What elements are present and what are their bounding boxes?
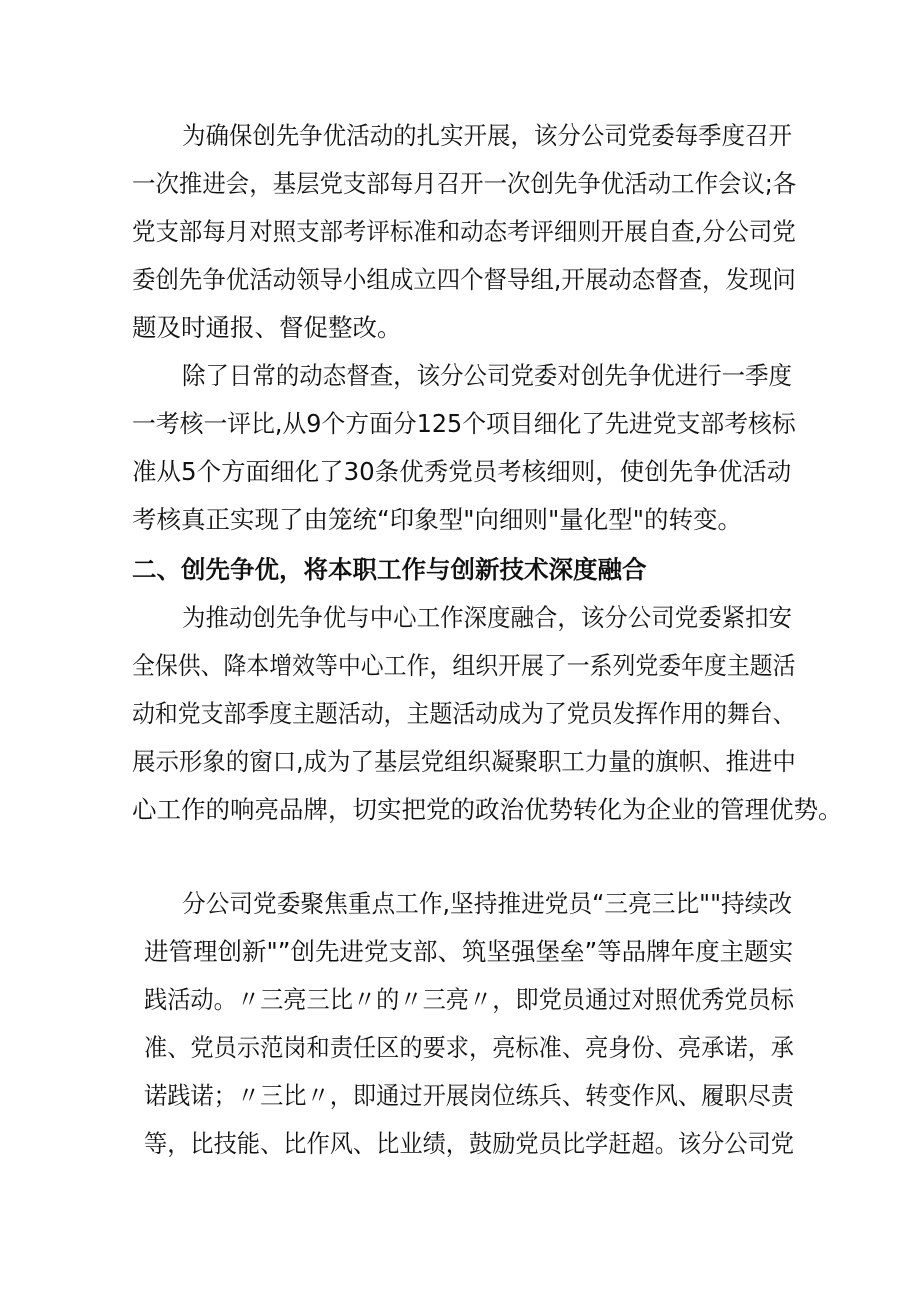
paragraph-line: 心工作的响亮品牌，切实把党的政治优势转化为企业的管理优势。 [132, 795, 843, 824]
paragraph-line: 党支部每月对照支部考评标准和动态考评细则开展自查,分公司党 [132, 217, 796, 246]
paragraph-line: 为推动创先争优与中心工作深度融合，该分公司党委紧扣安 [182, 603, 792, 632]
paragraph-line: 践活动。〃三亮三比〃的〃三亮〃，即党员通过对照优秀党员标 [144, 985, 794, 1014]
paragraph-line: 为确保创先争优活动的扎实开展，该分公司党委每季度召开 [182, 121, 792, 150]
paragraph-line: 一次推进会，基层党支部每月召开一次创先争优活动工作会议;各 [132, 169, 797, 198]
paragraph-line: 进管理创新"”创先进党支部、筑坚强堡垒”等品牌年度主题实 [144, 937, 794, 966]
paragraph-line: 除了日常的动态督查，该分公司党委对创先争优进行一季度 [182, 361, 792, 390]
paragraph-line: 分公司党委聚焦重点工作,坚持推进党员“三亮三比""持续改 [182, 889, 793, 918]
paragraph-line: 展示形象的窗口,成为了基层党组织凝聚职工力量的旗帜、推进中 [132, 747, 796, 776]
paragraph-line: 诺践诺；〃三比〃，即通过开展岗位练兵、转变作风、履职尽责 [144, 1081, 794, 1110]
paragraph-line: 动和党支部季度主题活动，主题活动成为了党员发挥作用的舞台、 [132, 699, 796, 728]
paragraph-line: 题及时通报、督促整改。 [132, 313, 402, 342]
section-heading: 二、创先争优，将本职工作与创新技术深度融合 [132, 555, 647, 584]
paragraph-line: 准从5个方面细化了30条优秀党员考核细则，使创先争优活动 [132, 457, 792, 486]
paragraph-line: 全保供、降本增效等中心工作，组织开展了一系列党委年度主题活 [132, 651, 796, 680]
paragraph-line: 等，比技能、比作风、比业绩，鼓励党员比学赶超。该分公司党 [144, 1129, 794, 1158]
paragraph-line: 准、党员示范岗和责任区的要求，亮标准、亮身份、亮承诺，承 [144, 1033, 794, 1062]
paragraph-line: 一考核一评比,从9个方面分125个项目细化了先进党支部考核标 [132, 409, 796, 438]
paragraph-line: 考核真正实现了由笼统“印象型"向细则"量化型"的转变。 [132, 505, 742, 534]
paragraph-line: 委创先争优活动领导小组成立四个督导组,开展动态督查，发现问 [132, 265, 796, 294]
